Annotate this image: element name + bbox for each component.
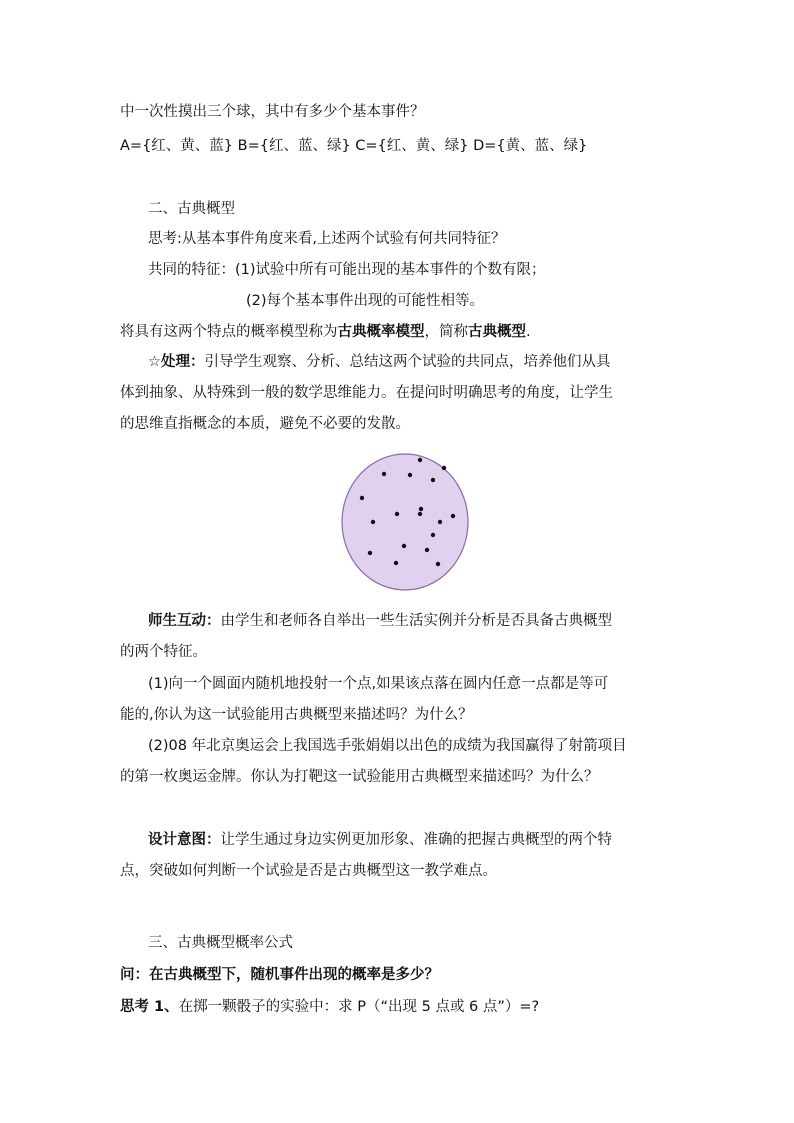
processing-text-1: 引导学生观察、分析、总结这两个试验的共同点，培养他们从具 bbox=[204, 354, 611, 370]
line-intro: 中一次性摸出三个球，其中有多少个基本事件？ bbox=[120, 104, 425, 120]
random-point-dot bbox=[395, 512, 399, 516]
random-point-dot bbox=[394, 561, 398, 565]
design-text-1: 让学生通过身边实例更加形象、准确的把握古典概型的两个特 bbox=[220, 832, 612, 848]
random-points-circle-figure bbox=[340, 452, 470, 592]
interaction-line-2: 的两个特征。 bbox=[120, 644, 207, 660]
random-point-dot bbox=[451, 514, 455, 518]
question-1-line-2: 能的,你认为这一试验能用古典概型来描述吗？为什么？ bbox=[120, 707, 473, 723]
think-question: 思考:从基本事件角度来看,上述两个试验有何共同特征？ bbox=[148, 231, 506, 247]
ask-text: 在古典概型下，随机事件出现的概率是多少？ bbox=[149, 967, 439, 983]
processing-label: ☆处理： bbox=[148, 354, 205, 370]
random-point-dot bbox=[408, 473, 412, 477]
random-point-dot bbox=[402, 544, 406, 548]
think-1-text: 在掷一颗骰子的实验中：求 P（“出现 5 点或 6 点”）=? bbox=[178, 999, 540, 1015]
ask-line bbox=[120, 966, 439, 984]
processing-line-2: 体到抽象、从特殊到一般的数学思维能力。在提问时明确思考的角度，让学生 bbox=[120, 385, 613, 401]
definition-prefix: 将具有这两个特点的概率模型称为 bbox=[120, 324, 338, 340]
design-label: 设计意图： bbox=[148, 832, 221, 848]
random-point-dot bbox=[382, 472, 386, 476]
design-line-2: 点，突破如何判断一个试验是否是古典概型这一教学难点。 bbox=[120, 863, 497, 879]
processing-line-1 bbox=[148, 353, 611, 371]
random-point-dot bbox=[431, 478, 435, 482]
definition-line bbox=[120, 323, 531, 341]
random-point-dot bbox=[368, 551, 372, 555]
random-point-dot bbox=[438, 520, 442, 524]
random-point-dot bbox=[431, 533, 435, 537]
definition-end: . bbox=[526, 324, 531, 340]
random-point-dot bbox=[371, 520, 375, 524]
design-line-1 bbox=[148, 831, 612, 849]
section-heading-2: 二、古典概型 bbox=[148, 201, 235, 217]
interaction-label: 师生互动： bbox=[148, 613, 221, 629]
random-point-dot bbox=[419, 507, 423, 511]
question-2-line-1: (2)08 年北京奥运会上我国选手张娟娟以出色的成绩为我国赢得了射箭项目 bbox=[148, 738, 627, 754]
random-point-dot bbox=[425, 548, 429, 552]
random-point-dot bbox=[418, 512, 422, 516]
random-point-dot bbox=[418, 458, 422, 462]
events-list: A={红、黄、蓝} B={红、蓝、绿} C={红、黄、绿} D={黄、蓝、绿} bbox=[120, 138, 588, 154]
interaction-text-1: 由学生和老师各自举出一些生活实例并分析是否具备古典概型 bbox=[220, 613, 612, 629]
question-1-line-1: (1)向一个圆面内随机地投射一个点,如果该点落在圆内任意一点都是等可 bbox=[148, 676, 609, 692]
definition-mid: ，简称 bbox=[424, 324, 468, 340]
ask-label: 问： bbox=[120, 967, 149, 983]
think-1-line bbox=[120, 998, 539, 1016]
common-feature-1: 共同的特征：(1)试验中所有可能出现的基本事件的个数有限； bbox=[148, 262, 546, 278]
term-classical-model: 古典概率模型 bbox=[337, 324, 425, 340]
random-point-dot bbox=[442, 466, 446, 470]
common-feature-2: (2)每个基本事件出现的可能性相等。 bbox=[246, 293, 485, 309]
question-2-line-2: 的第一枚奥运金牌。你认为打靶这一试验能用古典概型来描述吗？为什么？ bbox=[120, 769, 599, 785]
section-heading-3: 三、古典概型概率公式 bbox=[148, 935, 293, 951]
random-point-dot bbox=[360, 496, 364, 500]
random-point-dot bbox=[436, 562, 440, 566]
interaction-line-1 bbox=[148, 612, 612, 630]
term-classical: 古典概型 bbox=[468, 324, 526, 340]
think-1-label: 思考 1、 bbox=[120, 999, 179, 1015]
processing-line-3: 的思维直指概念的本质，避免不必要的发散。 bbox=[120, 416, 410, 432]
